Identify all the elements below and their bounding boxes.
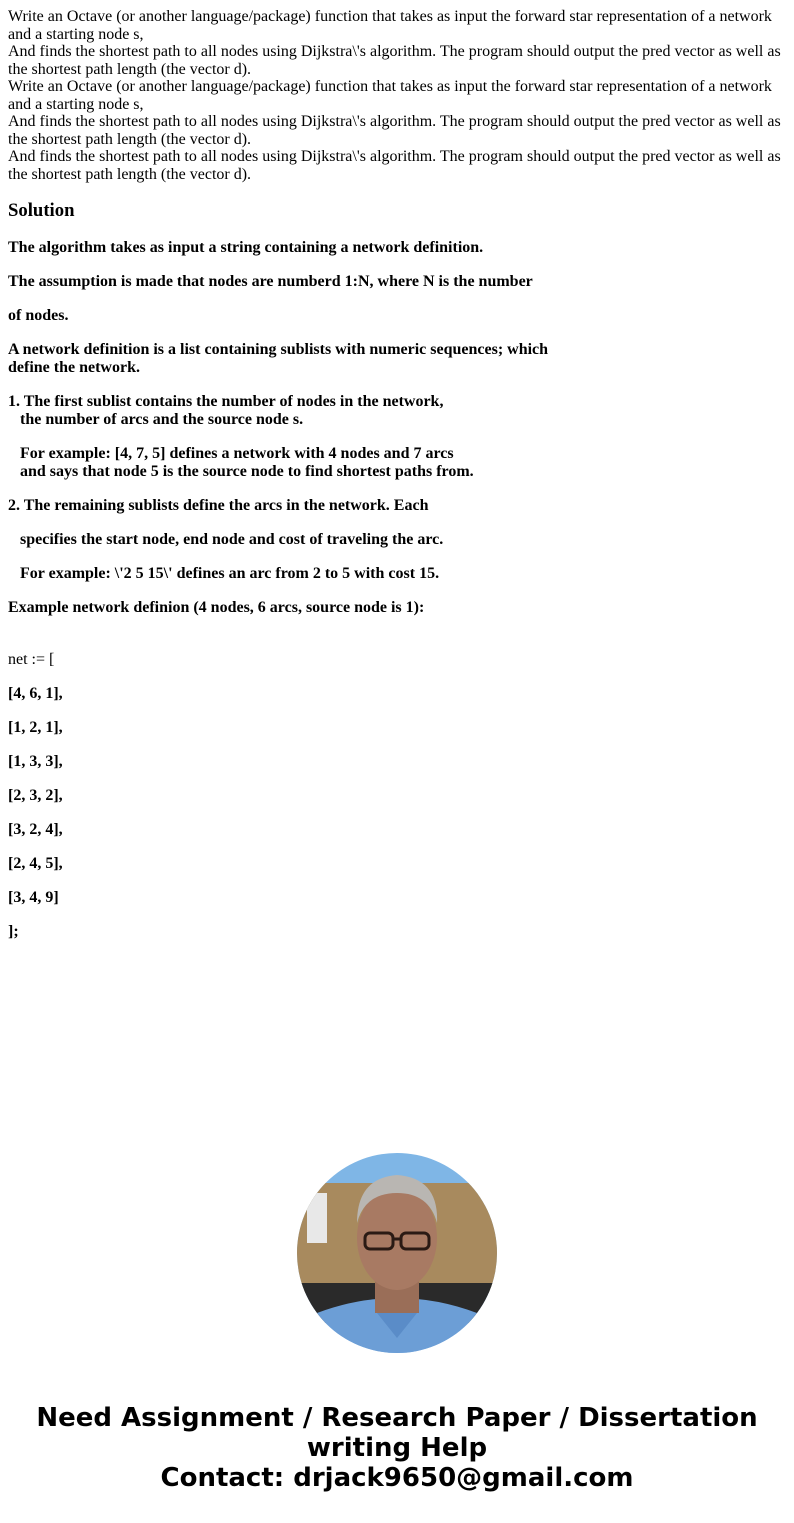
solution-paragraph: specifies the start node, end node and cost of traveling the arc. — [8, 531, 444, 548]
solution-paragraph: A network definition is a list containing sublists with numeric sequences; which define the network. — [8, 341, 549, 376]
code-line: [4, 6, 1], — [8, 685, 63, 702]
question-text — [8, 8, 786, 183]
footer-contact: Contact: drjack9650@gmail.com — [160, 1463, 634, 1493]
solution-paragraph: 1. The first sublist contains the number of nodes in the network, the number of arcs and the source node s. — [8, 393, 444, 428]
document-body — [8, 8, 786, 957]
solution-paragraph: The algorithm takes as input a string containing a network definition. — [8, 239, 484, 256]
solution-paragraph: For example: [4, 7, 5] defines a network with 4 nodes and 7 arcs and says that node 5 is the source node to find shortest paths from. — [20, 445, 474, 480]
footer-line: writing Help — [306, 1433, 488, 1463]
code-line: [1, 3, 3], — [8, 753, 63, 770]
solution-paragraph: of nodes. — [8, 307, 69, 324]
contact-footer — [0, 1403, 794, 1493]
solution-paragraph: The assumption is made that nodes are numberd 1:N, where N is the number — [8, 273, 533, 290]
code-line: [2, 4, 5], — [8, 855, 63, 872]
footer-line: Need Assignment / Research Paper / Dissertation — [36, 1403, 758, 1433]
code-line: [1, 2, 1], — [8, 719, 63, 736]
code-line: [2, 3, 2], — [8, 787, 63, 804]
code-line: ]; — [8, 923, 19, 940]
code-start: net := [ — [8, 651, 55, 668]
author-avatar — [297, 1153, 497, 1353]
solution-paragraph: For example: \'2 5 15\' defines an arc from 2 to 5 with cost 15. — [8, 565, 440, 582]
code-line: [3, 4, 9] — [8, 889, 59, 906]
solution-paragraph: Example network definion (4 nodes, 6 arcs, source node is 1): — [8, 599, 425, 616]
question-line: And finds the shortest path to all nodes using Dijkstra\'s algorithm. The program should output the pred vector as well as the shortest path length (the vector d). — [8, 148, 781, 183]
question-line: Write an Octave (or another language/package) function that takes as input the forward star representation of a network and a starting node s, — [8, 8, 772, 43]
question-line: And finds the shortest path to all nodes using Dijkstra\'s algorithm. The program should output the pred vector as well as the shortest path length (the vector d). — [8, 113, 781, 148]
question-line: Write an Octave (or another language/package) function that takes as input the forward star representation of a network and a starting node s, — [8, 78, 772, 113]
code-line: [3, 2, 4], — [8, 821, 63, 838]
question-line: And finds the shortest path to all nodes using Dijkstra\'s algorithm. The program should output the pred vector as well as the shortest path length (the vector d). — [8, 43, 781, 78]
solution-paragraph: 2. The remaining sublists define the arcs in the network. Each — [8, 497, 429, 514]
solution-heading: Solution — [8, 200, 75, 221]
